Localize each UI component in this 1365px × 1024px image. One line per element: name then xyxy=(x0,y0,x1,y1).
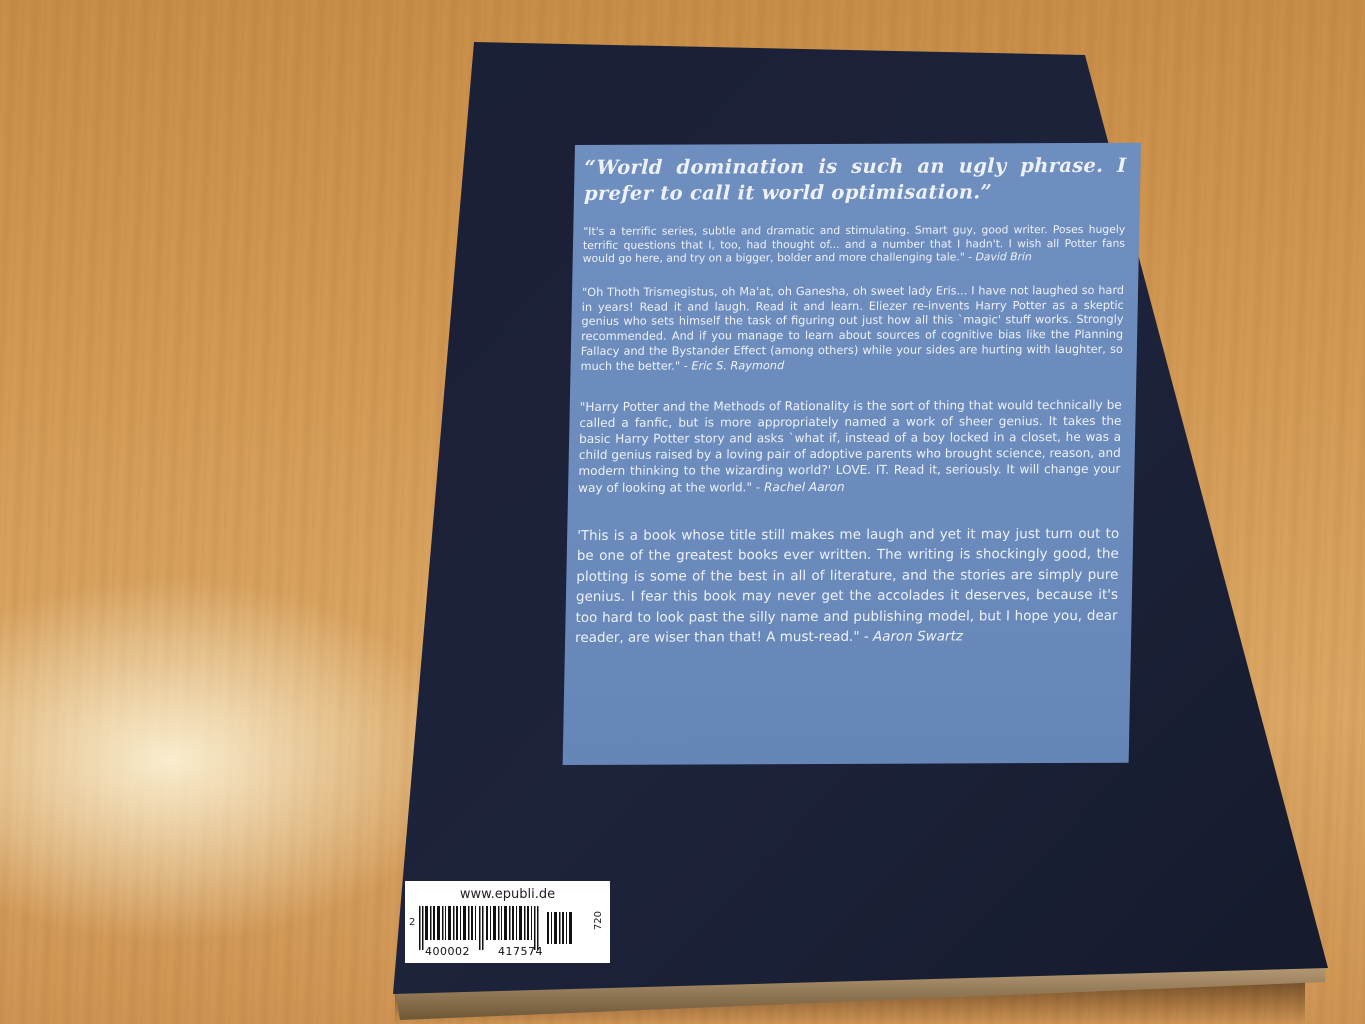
review-eric-raymond xyxy=(580,284,1124,375)
review-aaron-swartz xyxy=(575,524,1119,649)
barcode-bars xyxy=(409,906,606,950)
barcode-numbers xyxy=(425,945,543,958)
review-author: Rachel Aaron xyxy=(763,479,845,494)
review-author: David Brin xyxy=(975,250,1032,264)
barcode-addon: 720 xyxy=(593,911,604,931)
barcode-sticker xyxy=(405,881,610,963)
review-author: Aaron Swartz xyxy=(872,628,964,646)
review-author: Eric S. Raymond xyxy=(691,358,785,373)
barcode-group2: 417574 xyxy=(497,945,543,958)
review-text: "Harry Potter and the Methods of Rationality is the sort of thing that would technically be called a fanfic, but is more appropriately named a work of sheer genius. It takes the basic Harry Potter story and asks `what if, instead of a boy locked in a closet, he was a child genius raised by a loving pair of adoptive parents who brought science, reason, and modern thinking to the wizarding world?' LOVE. IT. Read it, seriously. It will change your way of looking at the world." - xyxy=(578,397,1122,495)
review-rachel-aaron xyxy=(578,396,1122,495)
publisher-url: www.epubli.de xyxy=(459,887,556,902)
review-text: "Oh Thoth Trismegistus, oh Ma'at, oh Ganesha, oh sweet lady Eris... I have not laughed so hard in years! Read it and laugh. Read it and learn. Eliezer re-invents Harry Potter as a skeptic genius who sets himself the task of figuring out just how all this `magic' stuff works. Strongly recommended. And if you manage to learn about sources of cognitive bias like the Planning Fallacy and the Bystander Effect (among others) while your sides are hurting with laughter, so much the better." - xyxy=(580,283,1125,373)
barcode-group1: 400002 xyxy=(425,945,470,958)
review-david-brin xyxy=(583,223,1126,266)
headline-quote: “World domination is such an ugly phrase. I prefer to call it world optimisation.” xyxy=(583,153,1127,205)
review-text: 'This is a book whose title still makes me laugh and yet it may just turn out to be one of the greatest books ever written. The writing is shockingly good, the plotting is some of the best in all of literature, and the stories are simply pure genius. I fear this book may never get the accolades it deserves, because it's too hard to look past the silly name and publishing model, but I hope you, dear reader, are wiser than that! A must-read." - xyxy=(574,525,1120,647)
review-panel xyxy=(563,143,1141,765)
barcode-icon xyxy=(419,906,579,950)
review-text: "It's a terrific series, subtle and dramatic and stimulating. Smart guy, good writer. Poses hugely terrific questions that I, too, had thought of... and a number that I hadn't. I wish all Potter fans would go here, and try on a bigger, bolder and more challenging tale." - xyxy=(582,222,1126,266)
barcode-lead-digit: 2 xyxy=(409,917,416,928)
